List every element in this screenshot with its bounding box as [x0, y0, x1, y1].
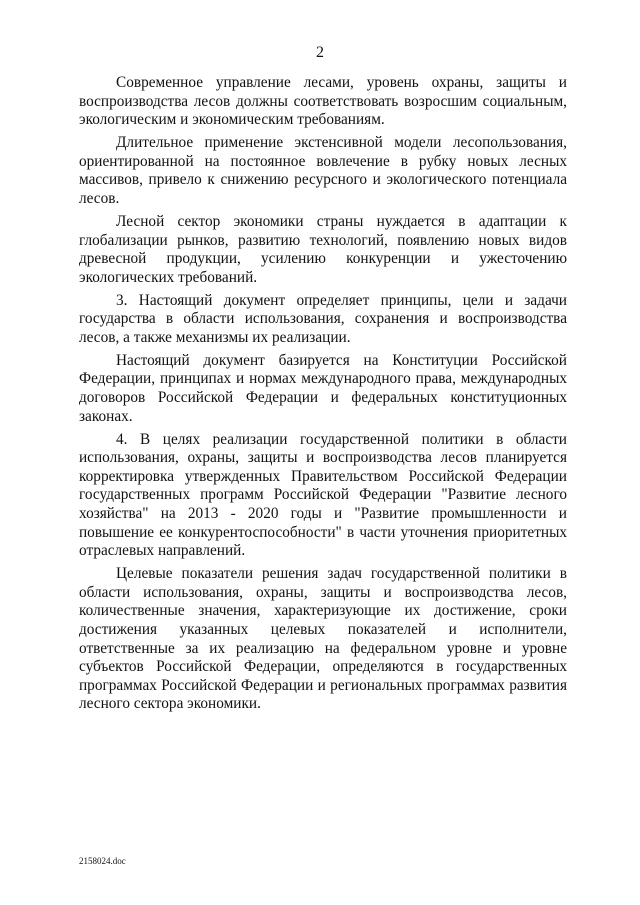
paragraph: Целевые показатели решения задач государственной политики в области использования, охраны, защиты и воспроизводства лесов, количественные значения, характеризующие их достижение, сроки достижения указанных целевых показателей и исполнители, ответственные за их реализацию на федеральном уровне и уровне субъектов Российской Федерации, определяются в государственных программах Российской Федерации и региональных программах развития лесного сектора экономики.	[79, 565, 567, 713]
footer-filename: 2158024.doc	[79, 856, 126, 866]
paragraph: 3. Настоящий документ определяет принципы, цели и задачи государства в области использования, сохранения и воспроизводства лесов, а также механизмы их реализации.	[79, 291, 567, 346]
paragraph: Настоящий документ базируется на Конституции Российской Федерации, принципах и нормах международного права, международных договоров Российской Федерации и федеральных конституционных законах.	[79, 351, 567, 425]
paragraph: 4. В целях реализации государственной политики в области использования, охраны, защиты и воспроизводства лесов планируется корректировка утвержденных Правительством Российской Федерации государственных программ Российской Федерации "Развитие лесного хозяйства" на 2013 - 2020 годы и "Развитие промышленности и повышение ее конкурентоспособности" в части уточнения приоритетных отраслевых направлений.	[79, 430, 567, 560]
paragraph: Современное управление лесами, уровень охраны, защиты и воспроизводства лесов должны соответствовать возросшим социальным, экологическим и экономическим требованиям.	[79, 74, 567, 129]
paragraph: Лесной сектор экономики страны нуждается в адаптации к глобализации рынков, развитию технологий, появлению новых видов древесной продукции, усилению конкуренции и ужесточению экологических требований.	[79, 212, 567, 286]
document-body	[79, 74, 567, 718]
paragraph: Длительное применение экстенсивной модели лесопользования, ориентированной на постоянное вовлечение в рубку новых лесных массивов, привело к снижению ресурсного и экологического потенциала лесов.	[79, 134, 567, 207]
page-number: 2	[316, 44, 324, 61]
